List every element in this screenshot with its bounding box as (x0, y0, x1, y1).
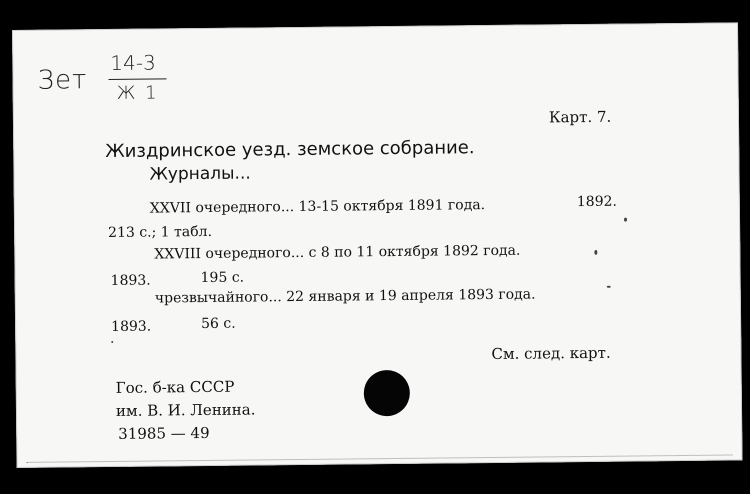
speck (624, 218, 627, 222)
continuation-note: См. след. карт. (491, 343, 611, 363)
shelfmark-sub: Ж 1 (116, 82, 159, 104)
shelfmark-number: 14-3 (110, 50, 156, 75)
entry-1-extent: 213 с.; 1 табл. (108, 223, 213, 242)
entry-2-description: XXVIII очередного... с 8 по 11 октября 1892 года. (154, 242, 521, 263)
heading-title: Журналы... (149, 163, 251, 185)
library-name: Гос. б-ка СССР (115, 377, 235, 397)
heading-author: Жиздринское уезд. земское собрание. (105, 137, 475, 163)
catalog-card (12, 22, 743, 468)
speck (607, 286, 611, 288)
speck (594, 250, 597, 255)
shelfmark-divider (109, 78, 167, 80)
entry-2-pages: 195 с. (200, 269, 245, 287)
entry-2-year: 1893. (110, 272, 151, 289)
library-code: 31985 — 49 (118, 423, 210, 443)
speck (111, 341, 113, 343)
entry-3-pages: 56 с. (201, 315, 236, 333)
card-bottom-edge (27, 454, 733, 462)
entry-3-year: 1893. (111, 318, 152, 335)
entry-1-year: 1892. (576, 193, 618, 211)
library-dedication: им. В. И. Ленина. (115, 400, 256, 420)
punch-hole (364, 370, 410, 416)
entry-3-description: чрезвычайного... 22 января и 19 апреля 1893 года. (154, 286, 536, 307)
entry-1-description: XXVII очередного... 13-15 октября 1891 года. (149, 197, 486, 217)
shelfmark-prefix: Зет (37, 65, 88, 96)
card-number: Карт. 7. (548, 107, 612, 127)
